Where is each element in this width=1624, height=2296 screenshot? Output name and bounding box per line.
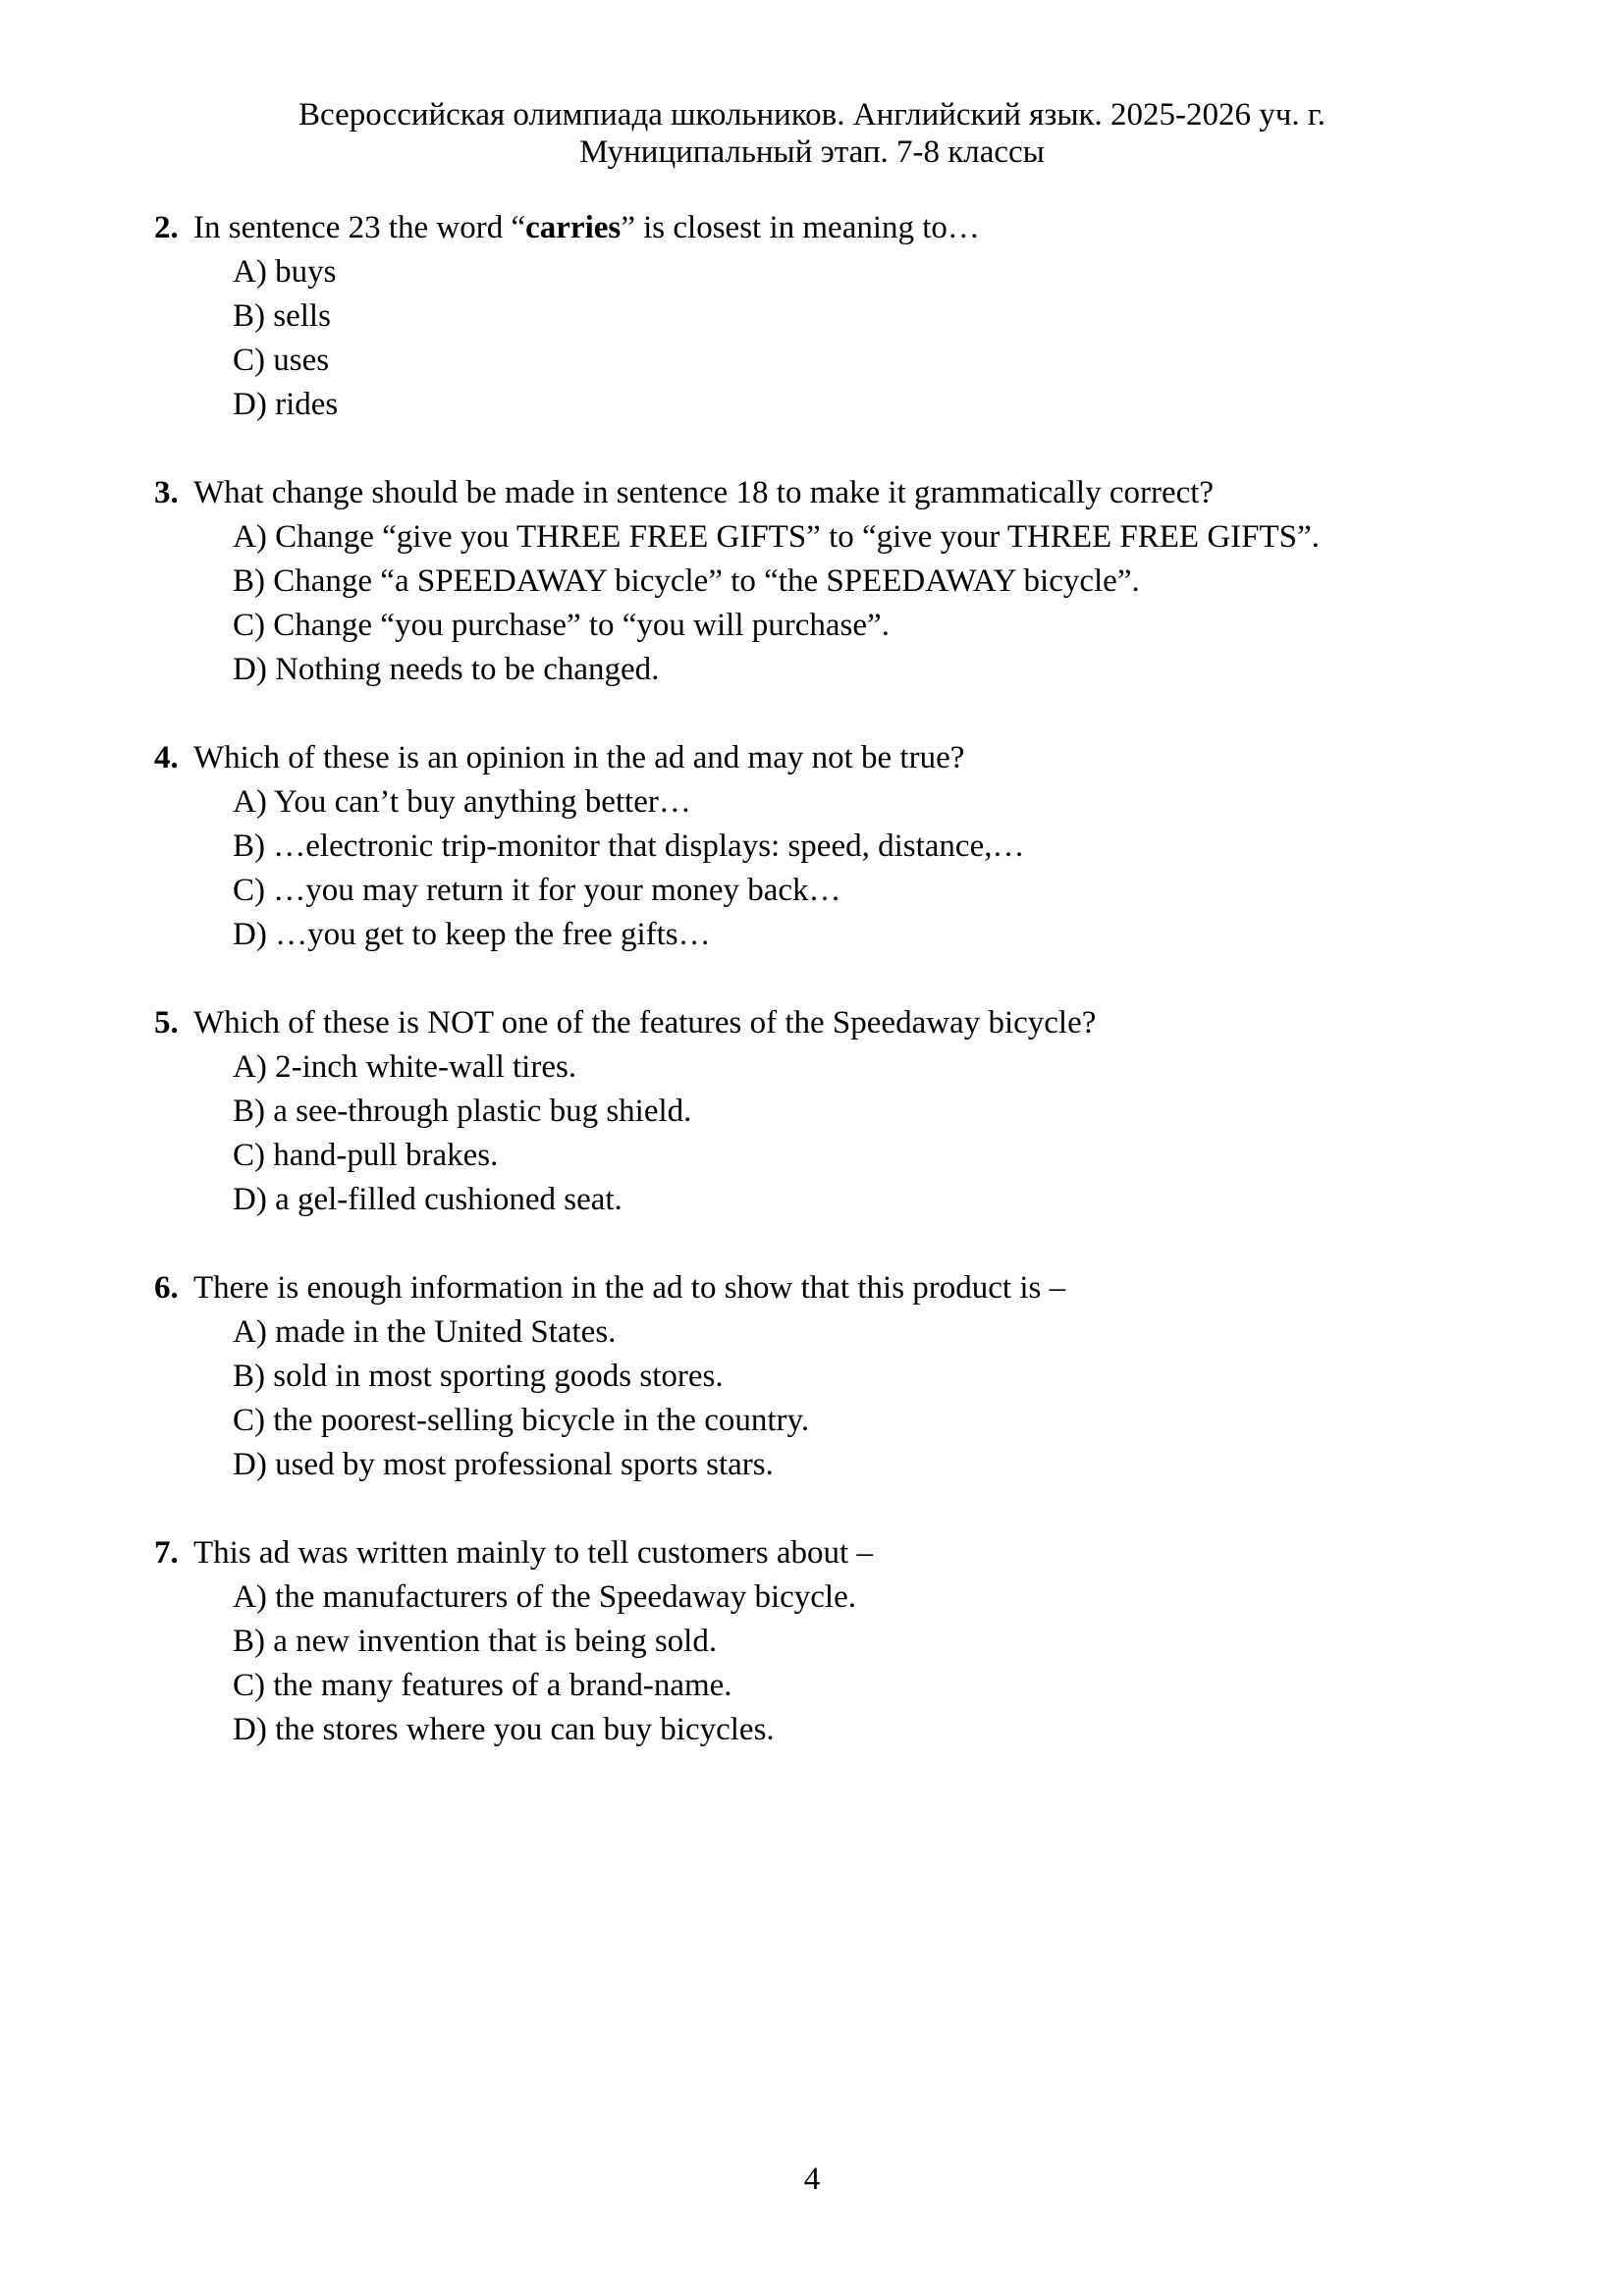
- option-c: [154, 869, 1443, 913]
- option-text: hand-pull brakes.: [273, 1138, 499, 1173]
- option-text: sells: [273, 298, 331, 334]
- option-text: a see-through plastic bug shield.: [273, 1094, 692, 1129]
- option-d: [154, 383, 1443, 427]
- option-b: [154, 825, 1443, 869]
- question-number: 5.: [154, 1005, 179, 1041]
- option-label: B): [233, 1094, 265, 1129]
- bold-word: carries: [525, 210, 622, 245]
- option-label: B): [233, 563, 265, 599]
- question-3: [154, 471, 1443, 692]
- header-line-2: Муниципальный этап. 7-8 классы: [579, 134, 1045, 170]
- option-label: B): [233, 1624, 265, 1659]
- option-label: A): [233, 254, 267, 290]
- option-d: [154, 913, 1443, 957]
- question-title: [154, 736, 1443, 780]
- option-text: a new invention that is being sold.: [273, 1624, 718, 1659]
- question-text: ” is closest in meaning to…: [621, 210, 980, 245]
- option-text: 2-inch white-wall tires.: [275, 1049, 577, 1085]
- option-label: B): [233, 1359, 265, 1394]
- page-footer: [0, 2158, 1624, 2202]
- option-text: …you get to keep the free gifts…: [275, 917, 711, 952]
- option-text: …you may return it for your money back…: [273, 873, 841, 908]
- option-text: the stores where you can buy bicycles.: [275, 1712, 775, 1747]
- option-a: [154, 1045, 1443, 1090]
- option-label: C): [233, 1668, 265, 1703]
- option-text: You can’t buy anything better…: [273, 784, 691, 820]
- question-text: There is enough information in the ad to show that this product is –: [193, 1270, 1066, 1306]
- option-a: [154, 1310, 1443, 1355]
- option-text: made in the United States.: [275, 1314, 617, 1350]
- question-number: 4.: [154, 740, 179, 775]
- question-title: [154, 1531, 1443, 1575]
- question-title: [154, 1001, 1443, 1045]
- option-label: B): [233, 828, 265, 864]
- option-label: A): [233, 1049, 267, 1085]
- option-a: [154, 1575, 1443, 1620]
- option-label: D): [233, 1447, 267, 1482]
- questions-list: [154, 206, 1443, 1752]
- option-d: [154, 1708, 1443, 1752]
- question-number: 7.: [154, 1535, 179, 1571]
- question-title: [154, 1266, 1443, 1310]
- question-number: 6.: [154, 1270, 179, 1306]
- option-d: [154, 648, 1443, 692]
- option-b: [154, 1090, 1443, 1134]
- option-text: uses: [273, 343, 330, 378]
- option-label: C): [233, 343, 265, 378]
- option-a: [154, 250, 1443, 294]
- option-b: [154, 560, 1443, 604]
- option-label: C): [233, 873, 265, 908]
- page-number: 4: [803, 2162, 821, 2197]
- question-7: [154, 1531, 1443, 1752]
- question-text: This ad was written mainly to tell customers about –: [193, 1535, 873, 1571]
- option-label: A): [233, 519, 267, 555]
- option-c: [154, 339, 1443, 383]
- question-title: [154, 206, 1443, 250]
- option-c: [154, 1399, 1443, 1443]
- option-c: [154, 1664, 1443, 1708]
- option-text: used by most professional sports stars.: [275, 1447, 774, 1482]
- option-text: the manufacturers of the Speedaway bicycle.: [275, 1579, 856, 1615]
- option-label: D): [233, 1712, 267, 1747]
- header-line-1: Всероссийская олимпиада школьников. Английский язык. 2025-2026 уч. г.: [298, 97, 1326, 133]
- option-text: buys: [275, 254, 337, 290]
- option-label: A): [233, 1579, 267, 1615]
- option-text: the many features of a brand-name.: [273, 1668, 732, 1703]
- option-c: [154, 1134, 1443, 1178]
- option-label: D): [233, 652, 267, 687]
- option-label: B): [233, 298, 265, 334]
- option-label: D): [233, 917, 267, 952]
- option-label: A): [233, 784, 267, 820]
- question-6: [154, 1266, 1443, 1487]
- option-b: [154, 1355, 1443, 1399]
- question-text: Which of these is NOT one of the features of the Speedaway bicycle?: [193, 1005, 1097, 1041]
- option-text: rides: [275, 387, 339, 422]
- option-text: the poorest-selling bicycle in the country.: [273, 1403, 810, 1438]
- question-text: In sentence 23 the word “: [193, 210, 526, 245]
- option-label: D): [233, 387, 267, 422]
- document-header: [0, 0, 1624, 171]
- option-a: [154, 515, 1443, 560]
- option-d: [154, 1443, 1443, 1487]
- option-d: [154, 1178, 1443, 1222]
- option-text: Nothing needs to be changed.: [275, 652, 660, 687]
- option-text: a gel-filled cushioned seat.: [275, 1182, 623, 1217]
- option-c: [154, 604, 1443, 648]
- option-b: [154, 1620, 1443, 1664]
- option-a: [154, 780, 1443, 825]
- option-label: A): [233, 1314, 267, 1350]
- question-5: [154, 1001, 1443, 1222]
- question-number: 2.: [154, 210, 179, 245]
- option-label: D): [233, 1182, 267, 1217]
- question-title: [154, 471, 1443, 515]
- option-text: sold in most sporting goods stores.: [273, 1359, 724, 1394]
- question-number: 3.: [154, 475, 179, 510]
- question-text: Which of these is an opinion in the ad and may not be true?: [193, 740, 965, 775]
- option-text: Change “a SPEEDAWAY bicycle” to “the SPEEDAWAY bicycle”.: [273, 563, 1140, 599]
- question-text: What change should be made in sentence 18 to make it grammatically correct?: [193, 475, 1215, 510]
- option-text: Change “you purchase” to “you will purchase”.: [273, 608, 890, 643]
- question-4: [154, 736, 1443, 957]
- option-b: [154, 294, 1443, 339]
- option-label: C): [233, 608, 265, 643]
- option-text: …electronic trip-monitor that displays: speed, distance,…: [273, 828, 1025, 864]
- option-label: C): [233, 1403, 265, 1438]
- option-label: C): [233, 1138, 265, 1173]
- question-2: [154, 206, 1443, 427]
- option-text: Change “give you THREE FREE GIFTS” to “give your THREE FREE GIFTS”.: [275, 519, 1320, 555]
